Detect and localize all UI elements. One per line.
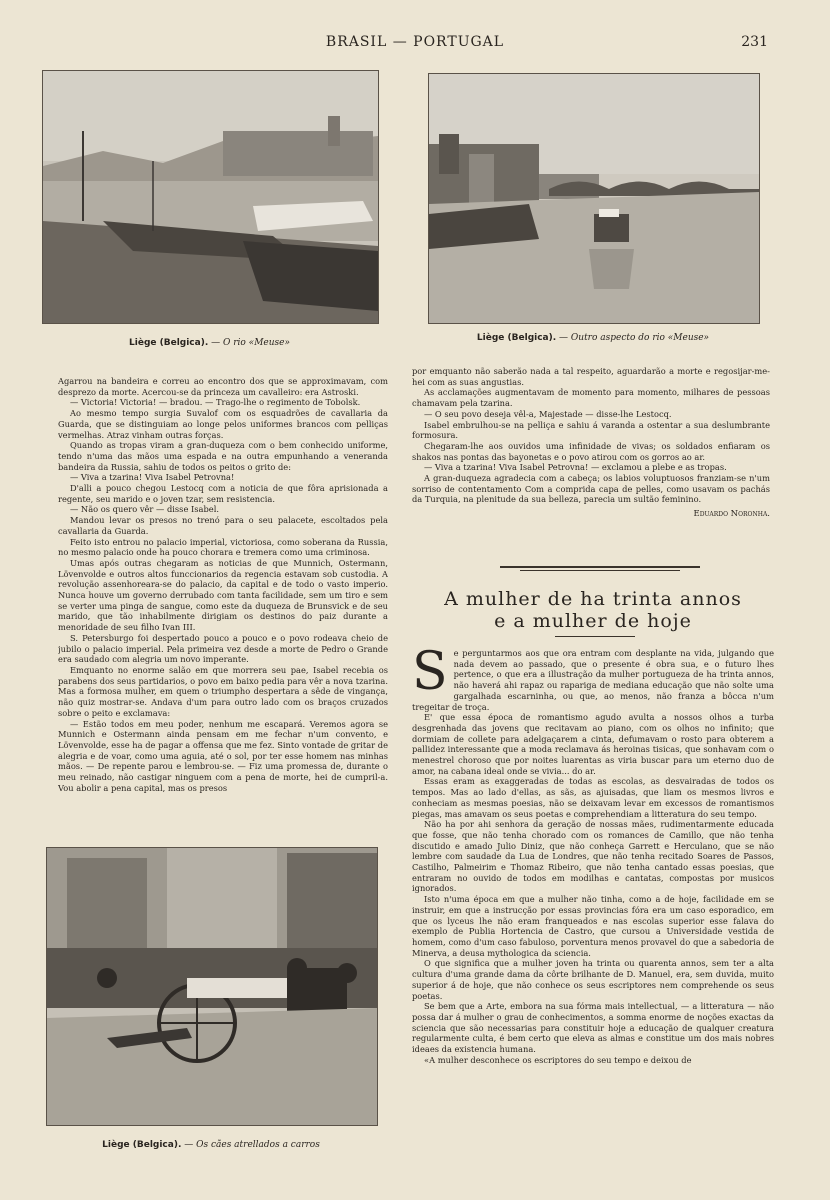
paragraph: — Estão todos em meu poder, nenhum me escapará. Veremos agora se Munnich e Ostermann ainda pensam em me fechar n'um convento, e Lövenvolde, esse ha de pagar a offensa que me fez. Sinto vontade de gritar de alegria e de voar, como uma aguia, até o sol, por ter esse homem nas minhas mãos. — De repente parou e lembrou-se. — Fiz uma promessa de, durante o meu reinado, não castigar ninguem com a pena de morte, hei de cumpril-a. Vou abolir a pena capital, mas os presos xyxy=(58,718,388,793)
paragraph: A gran-duqueza agradecia com a cabeça; os labios voluptuosos franziam-se n'um sorriso de contentamento Com a comprida capa de pelles, como usavam os pachás da Turquia, na plenitude da sua belleza, parecia um sultão feminino. xyxy=(412,473,770,505)
caption-description: O rio «Meuse» xyxy=(222,338,290,348)
paragraph: Mandou levar os presos no trenó para o seu palacete, escoltados pela cavallaria da Guarda. xyxy=(58,515,388,536)
caption-description: Outro aspecto do rio «Meuse» xyxy=(570,333,710,343)
paragraph: — O seu povo deseja vêl-a, Majestade — disse-lhe Lestocq. xyxy=(424,408,672,419)
photo-caption: Liège (Belgica). — Outro aspecto do rio «Meuse» xyxy=(476,333,710,343)
section-divider xyxy=(520,570,680,571)
paragraph: Umas após outras chegaram as noticias de que Munnich, Ostermann, Lövenvolde e outros altos funccionarios da regencia estavam sob custodia. A revolução assenhoreara-se do palacio, da capital e de todo o vasto imperio. Nunca houve um governo derrubado com tanta facilidade, sem um tiro e sem se verter uma pinga de sangue, como este da duqueza de Brunsvick e de seu marido, que tão inhabilmente dirigiam os destinos do paiz durante a menoridade de seu filho Ivan III. xyxy=(58,557,388,633)
paragraph: Se bem que a Arte, embora na sua fórma mais intellectual, — a litteratura — não possa dar á mulher o grau de conhecimentos, a somma enorme de noções exactas da sciencia que são necessarias para constituir hoje a educação de qualquer creatura regularmente culta, é bem certo que eleva as almas e constitue um dos mais nobres ideaes da existencia humana. xyxy=(412,1001,774,1055)
caption-place: Liège (Belgica). xyxy=(102,1140,182,1150)
story-column-left xyxy=(58,376,388,846)
title-underline xyxy=(555,636,635,637)
paragraph: — Não os quero vêr — disse Isabel. xyxy=(70,504,219,515)
photo-caption: Liège (Belgica). — O rio «Meuse» xyxy=(129,338,290,348)
river-bridge-photo xyxy=(428,73,760,324)
section-divider xyxy=(500,566,700,568)
paragraph: por emquanto não saberão nada a tal respeito, aguardarão a morte e regosijar-me-hei com as suas angustias. xyxy=(412,366,770,387)
paragraph: Quando as tropas viram a gran-duqueza com o bem conhecido uniforme, tendo n'uma das mãos uma espada e na outra empunhando a veneranda bandeira da Russia, sahiu de todos os peitos o grito de: xyxy=(58,440,388,472)
page-header xyxy=(0,34,830,54)
paragraph: O que significa que a mulher joven ha trinta ou quarenta annos, sem ter a alta cultura d'uma grande dama da côrte brilhante de D. Manuel, era, sem duvida, muito superior á de hoje, que não conhece os seus escriptores nem comprehende os seus poetas. xyxy=(412,958,774,1001)
photo-caption: Liège (Belgica). — Os cães atrellados a carros xyxy=(102,1140,320,1150)
story-column-right xyxy=(412,366,770,562)
paragraph: Isto n'uma época em que a mulher não tinha, como a de hoje, facilidade em se instruir, em que a instrucção por essas provincias fóra era um caso esporadico, em que os lyceus lhe não eram franqueados e nas escolas superior esse falava do exemplo de Publia Hortencia de Castro, que cursou a Universidade vestida de homem, como d'um caso fabuloso, porventura menos provavel do que a sabedoria de Minerva, a deusa mythologica da sciencia. xyxy=(412,894,774,958)
drop-cap: S xyxy=(412,648,448,702)
caption-place: Liège (Belgica). xyxy=(129,338,209,348)
running-title: BRASIL — PORTUGAL xyxy=(325,34,505,50)
paragraph: E' que essa época de romantismo agudo avulta a nossos olhos a turba desgrenhada das jovens que recitavam ao piano, com os olhos no infinito; que dormiam de collete para adelgaçarem a cinta, defumavam o rosto para obterem a pallidez interessante que a moda reclamava ás heroinas tisicas, que sonhavam com o menestrel choroso que por noites luarentas as viria buscar para um eterno duo de amor, na cabana ideal onde se vivia... do ar. xyxy=(412,712,774,776)
author-signature: Eduardo Noronha. xyxy=(693,509,770,520)
paragraph: Feito isto entrou no palacio imperial, victoriosa, como soberana da Russia, no mesmo palacio onde ha pouco chorara e tremera como uma criminosa. xyxy=(58,536,388,558)
paragraph: D'alli a pouco chegou Lestocq com a noticia de que fôra aprisionada a regente, seu marido e o joven tzar, sem resistencia. xyxy=(58,483,388,504)
page-number: 231 xyxy=(741,34,768,50)
paragraph: — Viva a tzarina! Viva Isabel Petrovna! xyxy=(70,472,235,483)
paragraph: Chegaram-lhe aos ouvidos uma infinidade de vivas; os soldados enfiaram os shakos nas pontas das bayonetas e o povo atirou com os gorros ao ar. xyxy=(412,440,770,462)
paragraph: Emquanto no enorme salão em que morrera seu pae, Isabel recebia os parabens dos seus partidarios, o povo em baixo pedia para vêr a nova tzarina. Mas a formosa mulher, em quem o triumpho despertara a sêde de vingança, não quiz mostrar-se. Andava d'um para outro lado com os braços cruzados sobre o peito e exclamava: xyxy=(58,664,388,718)
article-title-line: e a mulher de hoje xyxy=(494,610,692,632)
paragraph: S. Petersburgo foi despertado pouco a pouco e o povo rodeava cheio de jubilo o palacio imperial. Pela primeira vez desde a morte de Pedro o Grande era saudado com alegria um novo imperante. xyxy=(58,632,388,665)
paragraph: Isabel embrulhou-se na pelliça e sahiu á varanda a ostentar a sua deslumbrante formosura. xyxy=(412,419,770,441)
paragraph: Não ha por ahi senhora da geração de nossas mães, rudimentarmente educada que fosse, que não tenha chorado com os romances de Camillo, que não tenha discutido e amado Julio Diniz, que não conheça Garrett e Herculano, que se não lembre com saudade da Lua de Londres, que não tenha recitado Soares de Passos, Castilho, Palmeirim e Thomaz Ribeiro, que não tenha cantado essas poesias, que entraram no ouvido de todos em modilhas e cantatas, compostas por musicos ignorados. xyxy=(412,819,774,894)
paragraph: e perguntarmos aos que ora entram com desplante na vida, julgando que nada devem ao passado, que o presente é obra sua, e o futuro lhes pertence, o que era a illustração da mulher portugueza de ha trinta annos, não haverá ahi rapaz ou rapariga de mediana educação que não solte uma gargalhada escarninha, ou que, ao menos, não franza a bôcca n'um tregeitar de troça. xyxy=(412,648,774,712)
paragraph: — Viva a tzarina! Viva Isabel Petrovna! — exclamou a plebe e as tropas. xyxy=(424,462,727,473)
paragraph: «A mulher desconhece os escriptores do seu tempo e deixou de xyxy=(424,1054,692,1065)
caption-place: Liège (Belgica). xyxy=(476,333,557,343)
article-body xyxy=(412,648,774,1148)
dog-cart-street-photo xyxy=(46,847,378,1126)
paragraph: — Victoria! Victoria! — bradou. — Trago-lhe o regimento de Tobolsk. xyxy=(70,397,361,408)
article-title xyxy=(408,588,778,632)
article-title-line: A mulher de ha trinta annos xyxy=(444,588,742,610)
paragraph: Essas eram as exaggeradas de todas as escolas, as desvairadas de todos os tempos. Mas ao lado d'ellas, as sãs, as ajuisadas, que liam os mesmos livros e conheciam as mesmas poesias, não se deixavam levar em excessos de romantismos piegas, mas amavam os seus poetas e comprehendiam a litteratura do seu tempo. xyxy=(412,776,774,819)
caption-description: Os cães atrellados a carros xyxy=(196,1140,320,1150)
riverboats-photo xyxy=(42,70,379,324)
paragraph: As acclamações augmentavam de momento para momento, milhares de pessoas chamavam pela tzarina. xyxy=(412,387,770,409)
paragraph: Ao mesmo tempo surgia Suvalof com os esquadrões de cavallaria da Guarda, que se distinguiam ao longe pelos uniformes brancos com pelliças vermelhas. Atraz vinham outras forças. xyxy=(58,408,388,440)
paragraph: Agarrou na bandeira e correu ao encontro dos que se approximavam, com desprezo da morte. Acercou-se da princeza um cavalleiro: era Astroski. xyxy=(58,376,388,397)
